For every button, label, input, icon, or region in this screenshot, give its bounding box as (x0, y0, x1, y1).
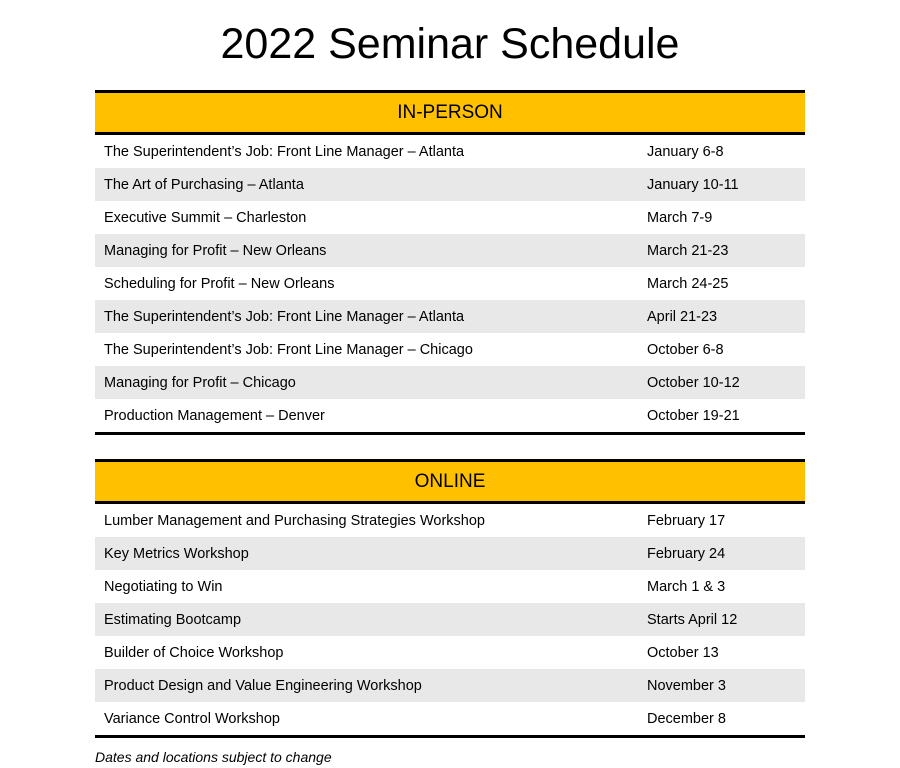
seminar-name: The Superintendent’s Job: Front Line Manager – Chicago (104, 341, 473, 358)
seminar-date: March 24-25 (647, 275, 729, 292)
table-row (95, 135, 805, 168)
seminar-date: March 1 & 3 (647, 578, 726, 595)
online-rows (95, 504, 805, 735)
table-row (95, 333, 805, 366)
seminar-name: Scheduling for Profit – New Orleans (104, 275, 335, 292)
seminar-date: Starts April 12 (647, 611, 738, 628)
seminar-name: Managing for Profit – Chicago (104, 374, 296, 391)
seminar-name: Managing for Profit – New Orleans (104, 242, 327, 259)
seminar-date: February 17 (647, 512, 726, 529)
disclaimer-note: Dates and locations subject to change (95, 749, 332, 765)
table-row (95, 669, 805, 702)
seminar-name: Product Design and Value Engineering Workshop (104, 677, 422, 694)
table-row (95, 702, 805, 735)
seminar-name: The Art of Purchasing – Atlanta (104, 176, 304, 193)
seminar-date: October 19-21 (647, 407, 740, 424)
online-header: ONLINE (95, 459, 805, 504)
table-row (95, 636, 805, 669)
seminar-name: Builder of Choice Workshop (104, 644, 284, 661)
table-row (95, 234, 805, 267)
in-person-header: IN-PERSON (95, 90, 805, 135)
seminar-name: Estimating Bootcamp (104, 611, 242, 628)
seminar-date: December 8 (647, 710, 726, 727)
table-row (95, 300, 805, 333)
seminar-date: March 7-9 (647, 209, 713, 226)
seminar-name: The Superintendent’s Job: Front Line Manager – Atlanta (104, 143, 465, 160)
seminar-name: Negotiating to Win (104, 578, 223, 595)
seminar-date: March 21-23 (647, 242, 729, 259)
seminar-name: The Superintendent’s Job: Front Line Manager – Atlanta (104, 308, 465, 325)
seminar-name: Variance Control Workshop (104, 710, 280, 727)
seminar-date: January 6-8 (647, 143, 724, 160)
in-person-section (95, 90, 805, 435)
seminar-date: October 13 (647, 644, 719, 661)
seminar-name: Production Management – Denver (104, 407, 325, 424)
page-title: 2022 Seminar Schedule (220, 20, 680, 68)
seminar-name: Key Metrics Workshop (104, 545, 249, 562)
in-person-rows (95, 135, 805, 432)
seminar-date: January 10-11 (647, 176, 739, 193)
seminar-date: November 3 (647, 677, 726, 694)
table-row (95, 570, 805, 603)
seminar-date: October 6-8 (647, 341, 724, 358)
table-row (95, 168, 805, 201)
seminar-date: February 24 (647, 545, 726, 562)
online-section (95, 459, 805, 738)
table-row (95, 399, 805, 432)
table-row (95, 603, 805, 636)
seminar-date: October 10-12 (647, 374, 740, 391)
seminar-name: Lumber Management and Purchasing Strategies Workshop (104, 512, 485, 529)
table-row (95, 504, 805, 537)
table-row (95, 366, 805, 399)
seminar-date: April 21-23 (647, 308, 718, 325)
table-row (95, 201, 805, 234)
table-row (95, 267, 805, 300)
table-row (95, 537, 805, 570)
seminar-name: Executive Summit – Charleston (104, 209, 307, 226)
